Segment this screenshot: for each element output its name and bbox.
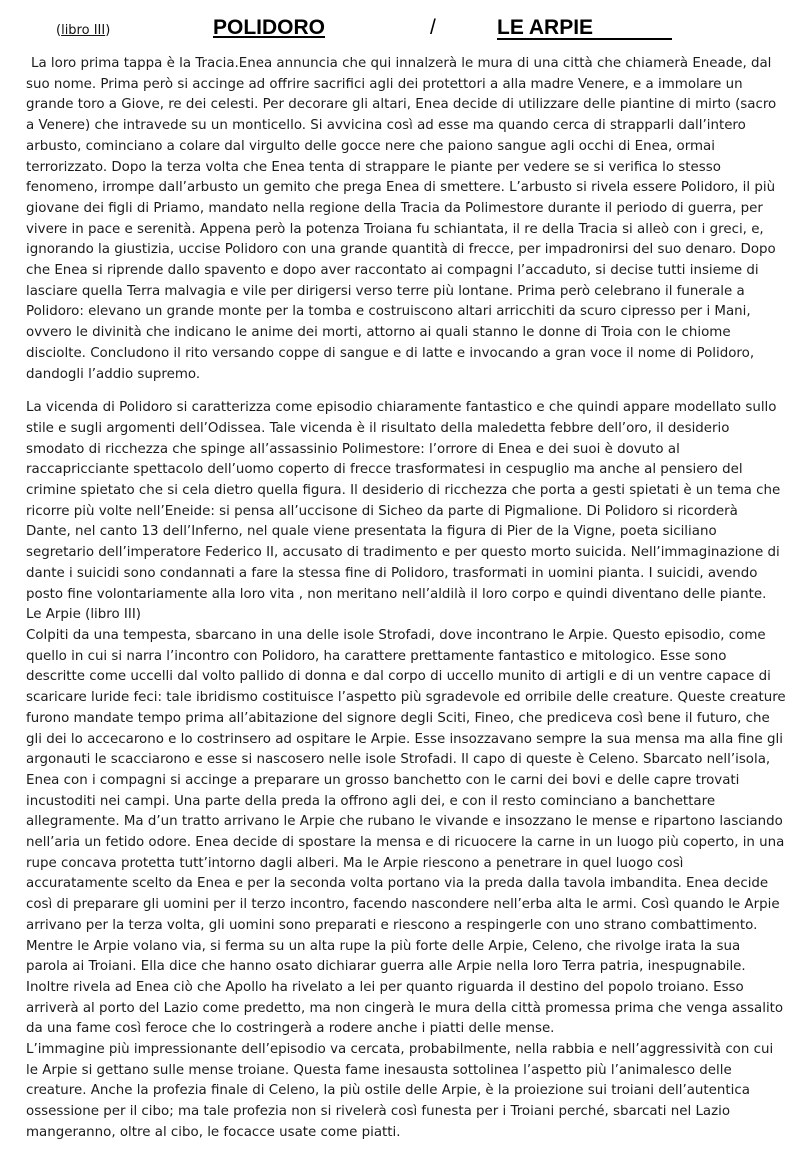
- page-header: [0, 16, 805, 44]
- title-le-arpie-text: LE ARPIE: [497, 17, 672, 40]
- book-reference: [56, 23, 110, 38]
- paragraph-polidoro-analysis: La vicenda di Polidoro si caratterizza come episodio chiaramente fantastico e che quindi appare modellato sullo stile e sugli argomenti dell’Odissea. Tale vicenda è il risultato della maledetta febbre dell’oro, il desiderio smodato di ricchezza che spinge all’assassinio Polimestore: l’orrore di Enea e dei suoi è dovuto al raccapricciante spettacolo dell’uomo coperto di frecce trasformatesi in cespuglio ma anche al pensiero del crimine spietato che si cela dietro quella figura. Il desiderio di ricchezza che porta a gesti spietati è un tema che ricorre più volte nell’Eneide: si pensa all’uccisone di Sicheo da parte di Pigmalione. Di Polidoro si ricorderà Dante, nel canto 13 dell’Inferno, nel quale viene presentata la figura di Pier de la Vigne, poeta siciliano segretario dell’imperatore Federico II, accusato di tradimento e per questo morto suicida. Nell’immaginazione di dante i suicidi sono condannati a fare la stessa fine di Polidoro, trasformati in uomini pianta. I suicidi, avendo posto fine volontariamente alla loro vita , non meritano nell’aldilà il loro corpo e quindi diventano delle piante. Le Arpie (libro III): [26, 400, 781, 623]
- title-separator: /: [430, 16, 436, 39]
- paragraph-arpie-analysis: L’immagine più impressionante dell’episodio va cercata, probabilmente, nella rabbia e nell’aggressività con cui le Arpie si gettano sulle mense troiane. Questa fame inesausta sottolinea l’aspetto più l’animalesco delle creature. Anche la profezia finale di Celeno, la più ostile delle Arpie, è la proiezione sui troiani dell’autentica ossessione per il cibo; ma tale profezia non si rivelerà così funesta per i Troiani perché, sbarcati nel Lazio mangeranno, oltre al cibo, le focacce usate come piatti.: [26, 1042, 774, 1140]
- title-polidoro: POLIDORO: [213, 16, 326, 39]
- title-le-arpie: [497, 16, 672, 40]
- book-ref-close: ): [105, 23, 111, 38]
- document-body: [26, 54, 786, 1157]
- book-ref-label: libro III: [61, 23, 106, 38]
- paragraph-arpie-story: Colpiti da una tempesta, sbarcano in una delle isole Strofadi, dove incontrano le Arpie. Questo episodio, come quello in cui si narra l’incontro con Polidoro, ha carattere prettamente fantastico e mitologico. Esse sono descritte come uccelli dal volto pallido di donna e dal corpo di uccello munito di artigli e di un ventre capace di scaricare luride feci: tale ibridismo costituisce l’aspetto più sgradevole ed orribile delle creature. Queste creature furono mandate tempo prima all’abitazione del signore degli Sciti, Fineo, che prediceva così bene il futuro, che gli dei lo accecarono e lo costrinsero ad ospitare le Arpie. Esse insozzavano sempre la sua mensa ma alla fine gli argonauti le scacciarono e esse si nascosero nelle isole Strofadi. Il capo di queste è Celeno. Sbarcato nell’isola, Enea con i compagni si accinge a preparare un grosso banchetto con le carni dei bovi e delle capre trovati incustoditi nei campi. Una parte della preda la offrono agli dei, e con il resto cominciano a banchettare allegramente. Ma d’un tratto arrivano le Arpie che rubano le vivande e insozzano le mense e ripartono lasciando nell’aria un fetido odore. Enea decide di spostare la mensa e di ricuocere la carne in un luogo più coperto, in una rupe concava protetta tutt’intorno dagli alberi. Ma le Arpie riescono a penetrare in quel luogo così accuratamente scelto da Enea e per la seconda volta portano via la preda dalla tavola imbandita. Enea decide così di preparare gli uomini per il terzo incontro, facendo nascondere nell’erba alta le armi. Così quando le Arpie arrivano per la terza volta, gli uomini sono preparati e riescono a respingerle con uno strano combattimento. Mentre le Arpie volano via, si ferma su un alta rupe la più forte delle Arpie, Celeno, che rivolge irata la sua parola ai Troiani. Ella dice che hanno osato dichiarar guerra alle Arpie nella loro Terra patria, inespugnabile. Inoltre rivela ad Enea ciò che Apollo ha rivelato a lei per quanto riguarda il destino del popolo troiano. Esso arriverà al porto del Lazio come predetto, ma non cingerà le mura della città promessa prima che venga assalito da una fame così feroce che lo costringerà a rodere anche i piatti delle mense.: [26, 627, 786, 1037]
- paragraph-polidoro-story: La loro prima tappa è la Tracia.Enea annuncia che qui innalzerà le mura di una città che chiamerà Eneade, dal suo nome. Prima però si accinge ad offrire sacrifici agli dei protettori a alla madre Venere, e a immolare un grande toro a Giove, re dei celesti. Per decorare gli altari, Enea decide di utilizzare delle piantine di mirto (sacro a Venere) che intravede su un monticello. Si avvicina così ad esse ma quando cerca di strapparli dall’intero arbusto, cominciano a colare dal virgulto delle gocce nere che paiono sangue agli occhi di Enea, ormai terrorizzato. Dopo la terza volta che Enea tenta di strappare le piante per vedere se si verifica lo stesso fenomeno, irrompe dall’arbusto un gemito che prega Enea di smettere. L’arbusto si rivela essere Polidoro, il più giovane dei figli di Priamo, mandato nella regione della Tracia da Polimestore durante il periodo di guerra, per vivere in pace e serenità. Appena però la potenza Troiana fu schiantata, il re della Tracia si alleò con i greci, e, ignorando la giustizia, uccise Polidoro con una grande quantità di frecce, per impadronirsi del suo denaro. Dopo che Enea si riprende dallo spavento e dopo aver raccontato ai compagni l’accaduto, si decise tutti insieme di lasciare quella Terra malvagia e vile per dirigersi verso terre più lontane. Prima però celebrano il funerale a Polidoro: elevano un grande monte per la tomba e costruiscono altari arricchiti da scuro cipresso per i Mani, ovvero le divinità che indicano le anime dei morti, attorno ai quali stanno le donne di Troia con le chiome disciolte. Concludono il rito versando coppe di sangue e di latte e invocando a gran voce il nome di Polidoro, dandogli l’addio supremo.: [26, 56, 777, 382]
- book-ref-open: (: [56, 23, 62, 38]
